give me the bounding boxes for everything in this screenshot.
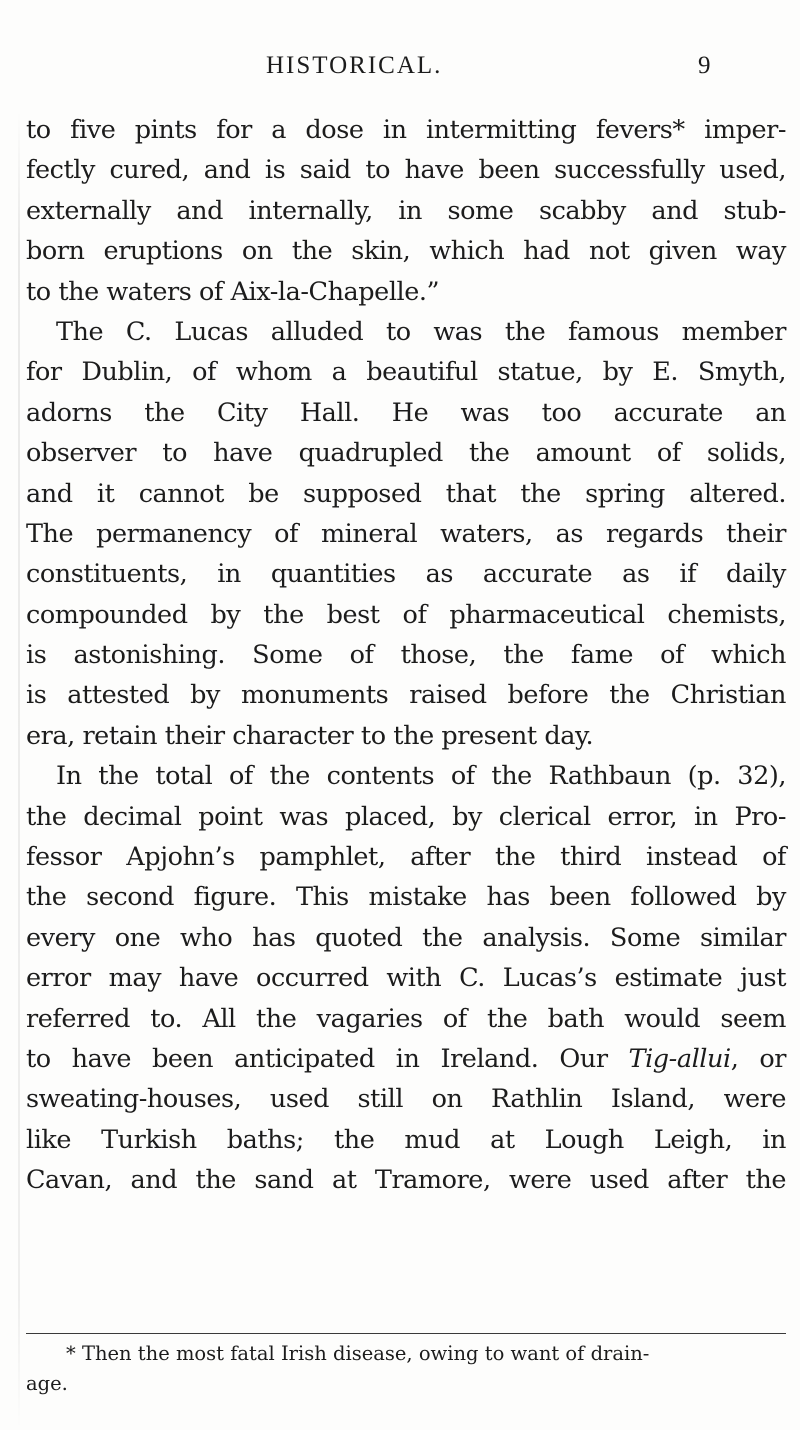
text-line: the decimal point was placed, by clerical error, in Pro-	[26, 801, 786, 832]
page-header	[0, 52, 800, 92]
text-line: and it cannot be supposed that the spring altered.	[26, 478, 786, 509]
italic-term: Tig-allui	[628, 1043, 731, 1074]
page-number: 9	[698, 52, 711, 79]
text-line: born eruptions on the skin, which had not given way	[26, 236, 786, 267]
text-line: to five pints for a dose in intermitting fevers* imper-	[26, 115, 786, 145]
text-line: adorns the City Hall. He was too accurate an	[26, 397, 786, 428]
text-line: fectly cured, and is said to have been successfully used,	[26, 155, 786, 186]
footnote	[26, 1339, 786, 1399]
text-span: to have been anticipated in Ireland. Our	[26, 1043, 608, 1074]
text-line: is astonishing. Some of those, the fame of which	[26, 640, 786, 671]
text-line: referred to. All the vagaries of the bath would seem	[26, 1003, 786, 1034]
footnote-line: age.	[26, 1372, 68, 1395]
text-line-with-italic	[26, 1039, 786, 1079]
text-line: like Turkish baths; the mud at Lough Leigh, in	[26, 1124, 786, 1155]
text-line: is attested by monuments raised before the Christian	[26, 680, 786, 711]
gutter-shadow	[18, 110, 20, 1430]
text-line: to the waters of Aix-la-Chapelle.”	[26, 276, 440, 307]
text-line: the second figure. This mistake has been followed by	[26, 882, 786, 913]
footnote-divider	[26, 1333, 786, 1334]
text-line: fessor Apjohn’s pamphlet, after the third instead of	[26, 842, 786, 873]
footnote-line: * Then the most fatal Irish disease, owing to want of drain-	[66, 1342, 650, 1365]
text-line: observer to have quadrupled the amount of solids,	[26, 438, 786, 469]
text-line: era, retain their character to the present day.	[26, 720, 594, 751]
paragraph-start-line: In the total of the contents of the Rathbaun (p. 32),	[56, 761, 786, 792]
text-span: , or	[730, 1043, 786, 1074]
paragraph-start-line: The C. Lucas alluded to was the famous member	[56, 316, 786, 347]
body-text	[26, 110, 786, 1201]
text-line: externally and internally, in some scabby and stub-	[26, 195, 786, 226]
text-line: Cavan, and the sand at Tramore, were used after the	[26, 1165, 786, 1196]
running-head: HISTORICAL.	[266, 52, 443, 79]
text-line: compounded by the best of pharmaceutical chemists,	[26, 599, 786, 630]
text-line: error may have occurred with C. Lucas’s estimate just	[26, 963, 786, 994]
text-line: constituents, in quantities as accurate as if daily	[26, 559, 786, 590]
text-line: sweating-houses, used still on Rathlin Island, were	[26, 1084, 786, 1115]
text-line: for Dublin, of whom a beautiful statue, by E. Smyth,	[26, 357, 786, 388]
text-line: every one who has quoted the analysis. Some similar	[26, 922, 786, 953]
text-line: The permanency of mineral waters, as regards their	[26, 518, 786, 549]
